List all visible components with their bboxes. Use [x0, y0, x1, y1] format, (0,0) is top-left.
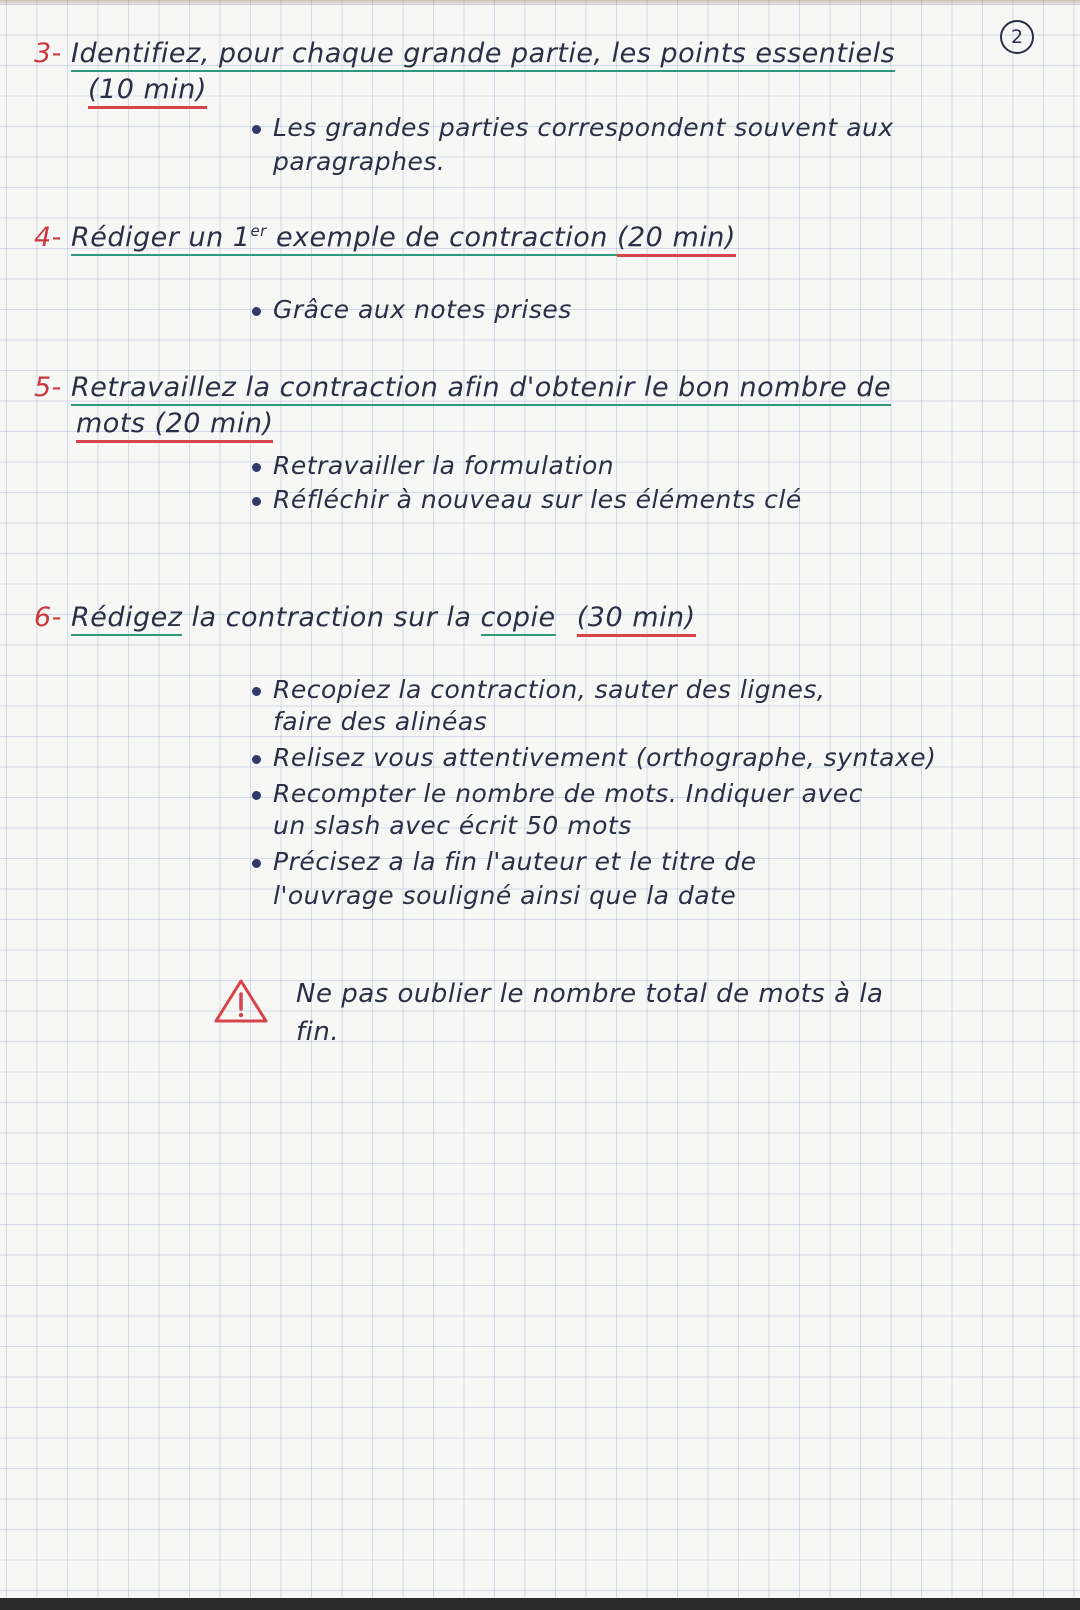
step-6-bullet-3-cont [273, 812, 632, 841]
step-3-heading [34, 38, 895, 69]
step-3-title: Identifiez, pour chaque grande partie, les points essentiels [71, 38, 895, 72]
step-3-time [88, 74, 207, 105]
step-5-bullet-2 [252, 486, 802, 515]
step-5-bullet-1 [252, 452, 614, 481]
step-6-title-a: Rédigez [71, 602, 182, 636]
step-6-heading [34, 602, 696, 633]
bullet-dot [252, 859, 261, 868]
step-4-title-sup: er [250, 222, 267, 240]
step-3-number: 3- [34, 38, 62, 69]
step-5-bullet-1-text: Retravailler la formulation [273, 451, 615, 480]
bullet-dot [252, 791, 261, 800]
step-6-bullet-4-line-1: Précisez a la fin l'auteur et le titre de [273, 847, 757, 876]
step-6-bullet-3-line-2: un slash avec écrit 50 mots [273, 811, 632, 840]
step-6-bullet-1-line-1: Recopiez la contraction, sauter des lignes, [273, 675, 826, 704]
step-6-bullet-4-line-2: l'ouvrage souligné ainsi que la date [273, 881, 737, 910]
bullet-dot [252, 307, 261, 316]
warning-line-1: Ne pas oublier le nombre total de mots à la [296, 979, 884, 1009]
step-4-duration: (20 min) [617, 222, 736, 257]
bullet-dot [252, 125, 261, 134]
step-5-heading [34, 372, 891, 403]
step-4-title-a: Rédiger un 1 [71, 222, 251, 253]
step-5-number: 5- [34, 372, 62, 403]
step-3-duration: (10 min) [88, 74, 207, 109]
bullet-dot [252, 687, 261, 696]
step-6-title-c: copie [481, 602, 556, 636]
warning-line-2: fin. [296, 1017, 340, 1047]
step-6-bullet-2-text: Relisez vous attentivement (orthographe, syntaxe) [273, 743, 937, 772]
step-5-title: Retravaillez la contraction afin d'obtenir le bon nombre de [71, 372, 891, 406]
step-6-bullet-4 [252, 848, 756, 877]
warning-triangle-icon [213, 978, 269, 1024]
step-4-heading [34, 222, 736, 253]
step-6-bullet-1 [252, 676, 825, 705]
step-4-bullet-1-text: Grâce aux notes prises [273, 295, 572, 324]
step-6-number: 6- [34, 602, 62, 633]
step-3-bullet-1-line-1: Les grandes parties correspondent souvent aux [273, 113, 894, 142]
bullet-dot [252, 497, 261, 506]
step-3-bullet-1-cont [273, 148, 445, 177]
step-6-bullet-1-line-2: faire des alinéas [273, 707, 488, 736]
step-4-bullet-1 [252, 296, 572, 325]
bullet-dot [252, 463, 261, 472]
step-5-bullet-2-text: Réfléchir à nouveau sur les éléments clé [273, 485, 802, 514]
step-6-title-b: la contraction sur la [182, 602, 481, 633]
step-6-bullet-3-line-1: Recompter le nombre de mots. Indiquer avec [273, 779, 863, 808]
step-6-bullet-2 [252, 744, 936, 773]
step-3-bullet-1 [252, 114, 894, 143]
page-number-badge: 2 [1000, 20, 1034, 54]
step-4-number: 4- [34, 222, 62, 253]
step-6-bullet-4-cont [273, 882, 736, 911]
step-3-bullet-1-line-2: paragraphes. [273, 147, 446, 176]
step-6-bullet-1-cont [273, 708, 487, 737]
bullet-dot [252, 755, 261, 764]
step-4-title-b: exemple de contraction [266, 222, 617, 253]
step-6-duration: (30 min) [577, 602, 696, 637]
step-6-bullet-3 [252, 780, 863, 809]
step-5-title-line-2: mots (20 min) [76, 408, 273, 443]
step-5-time [76, 408, 273, 439]
